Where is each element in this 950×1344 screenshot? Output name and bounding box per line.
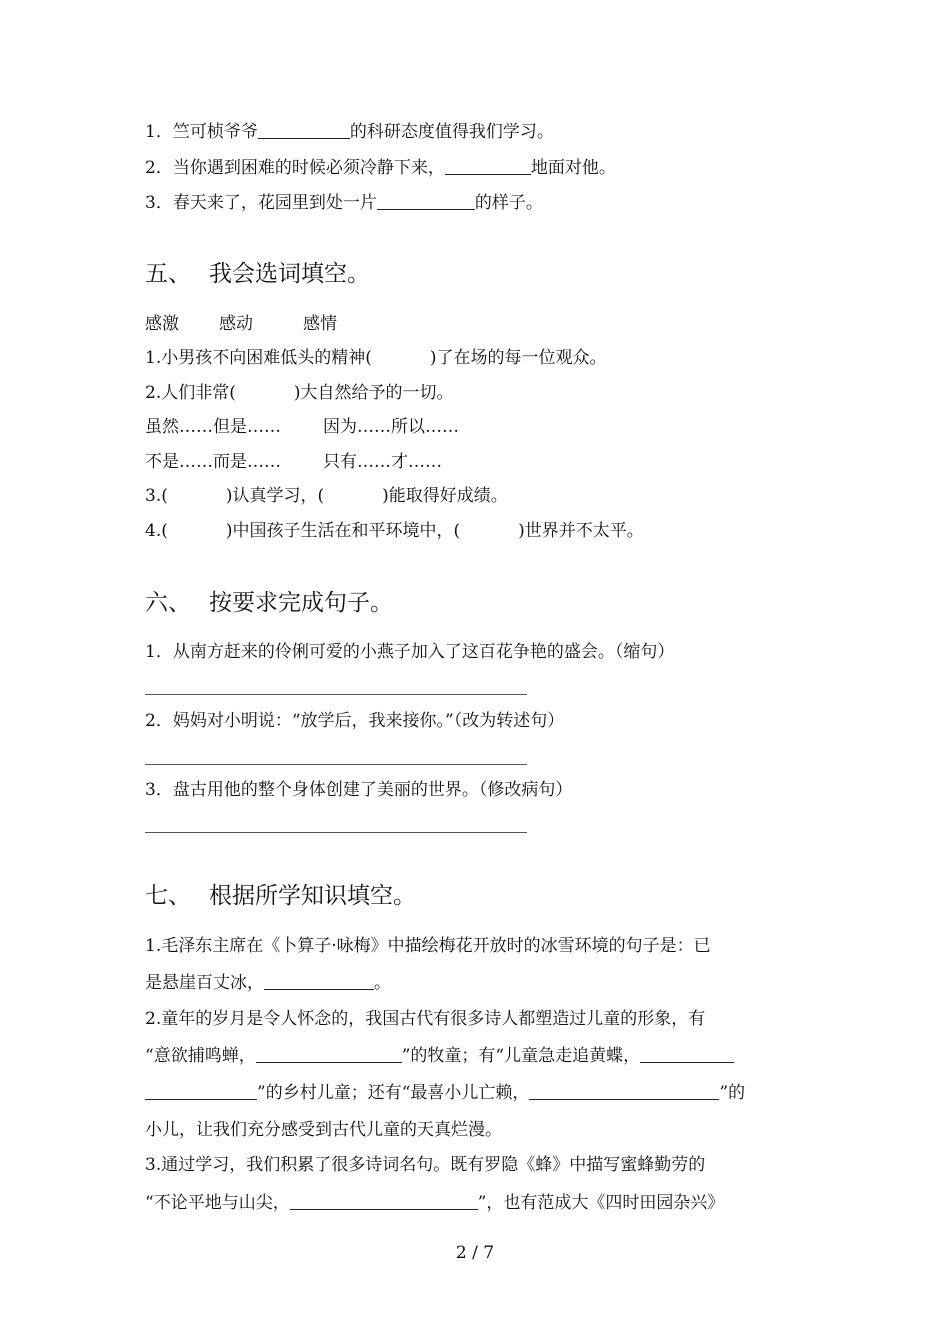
section-7-heading: 七、 根据所学知识填空。 xyxy=(145,883,416,909)
answer-blank[interactable] xyxy=(145,1083,257,1100)
answer-blank[interactable] xyxy=(258,122,350,139)
s7-question-3-line-2: “不论平地与山尖， ”，也有范成大《四时田园杂兴》 xyxy=(145,1193,725,1213)
answer-line[interactable] xyxy=(145,832,527,833)
answer-blank[interactable] xyxy=(529,1083,719,1100)
answer-blank[interactable] xyxy=(256,1046,402,1063)
word-bank-1: 感激 感动 感情 xyxy=(145,314,337,334)
answer-blank[interactable] xyxy=(264,973,374,990)
answer-blank[interactable] xyxy=(640,1046,734,1063)
s4-question-1: 1．竺可桢爷爷 的科研态度值得我们学习。 xyxy=(145,122,554,142)
s6-question-1: 1．从南方赶来的伶俐可爱的小燕子加入了这百花争艳的盛会。（缩句） xyxy=(145,642,675,662)
answer-blank[interactable] xyxy=(290,1193,478,1210)
s6-question-3: 3．盘古用他的整个身体创建了美丽的世界。（修改病句） xyxy=(145,780,573,800)
page-number: 2 / 7 xyxy=(455,1243,495,1263)
section-6-heading: 六、 按要求完成句子。 xyxy=(145,590,393,616)
answer-line[interactable] xyxy=(145,694,527,695)
word-bank-2a: 虽然……但是…… 因为……所以…… xyxy=(145,417,459,437)
s7-question-2-line-4: 小儿，让我们充分感受到古代儿童的天真烂漫。 xyxy=(145,1120,502,1140)
s4-question-2: 2．当你遇到困难的时候必须冷静下来， 地面对他。 xyxy=(145,158,616,178)
s7-question-1-line-2: 是悬崖百丈冰， 。 xyxy=(145,973,391,993)
s7-question-2-line-1: 2.童年的岁月是令人怀念的，我国古代有很多诗人都塑造过儿童的形象，有 xyxy=(145,1009,706,1029)
s7-question-2-line-2: “意欲捕鸣蝉， ”的牧童；有“儿童急走追黄蝶， xyxy=(145,1045,734,1067)
s5-question-4: 4.( )中国孩子生活在和平环境中，( )世界并不太平。 xyxy=(145,521,644,541)
answer-blank[interactable] xyxy=(445,158,531,175)
s6-question-2: 2．妈妈对小明说：“放学后，我来接你。”（改为转述句） xyxy=(145,711,565,731)
s5-question-3: 3.( )认真学习，( )能取得好成绩。 xyxy=(145,486,508,506)
word-bank-2b: 不是……而是…… 只有……才…… xyxy=(145,452,442,472)
s7-question-2-line-3: ”的乡村儿童；还有“最喜小儿亡赖， ”的 xyxy=(145,1082,745,1104)
section-5-heading: 五、 我会选词填空。 xyxy=(145,261,370,287)
s4-question-3: 3．春天来了，花园里到处一片 的样子。 xyxy=(145,193,543,213)
answer-blank[interactable] xyxy=(377,193,475,210)
s5-question-1: 1.小男孩不向困难低头的精神( )了在场的每一位观众。 xyxy=(145,348,607,368)
s5-question-2: 2.人们非常( )大自然给予的一切。 xyxy=(145,383,454,403)
answer-line[interactable] xyxy=(145,764,527,765)
s7-question-3-line-1: 3.通过学习，我们积累了很多诗词名句。既有罗隐《蜂》中描写蜜蜂勤劳的 xyxy=(145,1155,706,1175)
s7-question-1-line-1: 1.毛泽东主席在《卜算子·咏梅》中描绘梅花开放时的冰雪环境的句子是：已 xyxy=(145,936,711,956)
